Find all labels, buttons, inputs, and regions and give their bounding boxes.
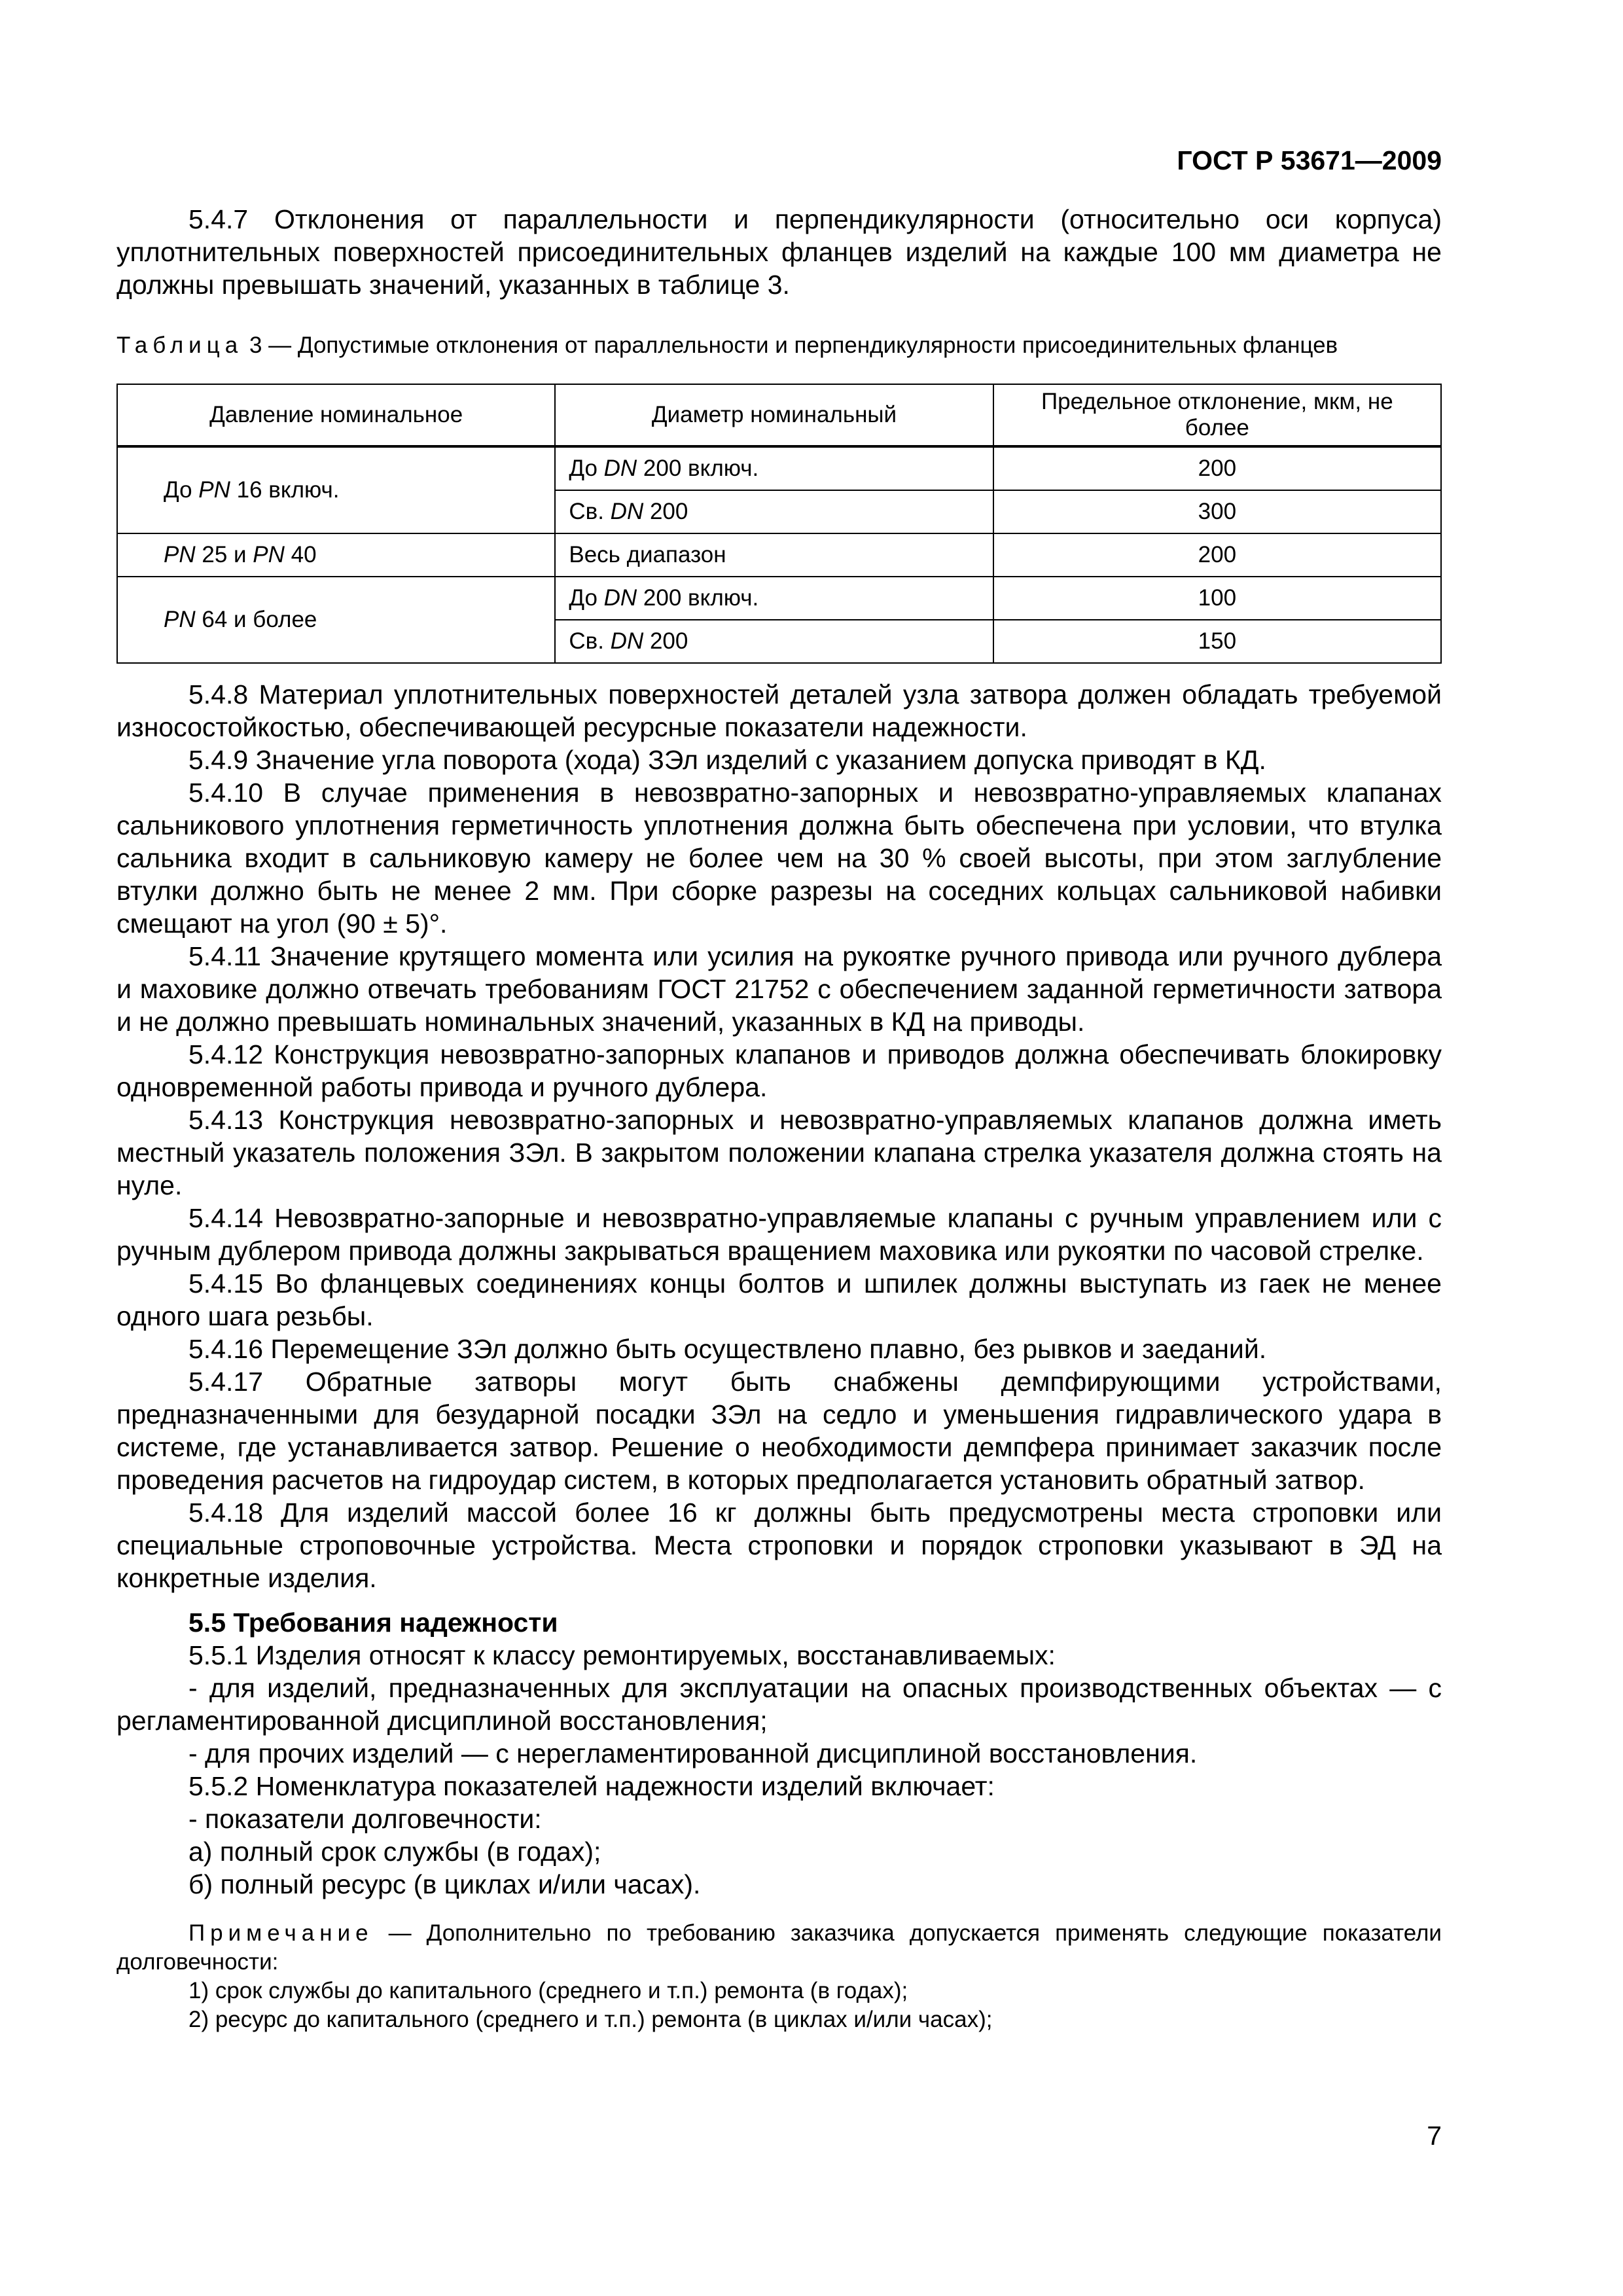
header-diameter: Диаметр номинальный xyxy=(555,384,993,446)
cell-diameter: До DN 200 включ. xyxy=(555,577,993,620)
page-number: 7 xyxy=(1427,2121,1442,2151)
para-5-4-18: 5.4.18 Для изделий массой более 16 кг должны быть предусмотрены места строповки или специальные строповочные устройства. Места строповки и порядок строповки указывают в ЭД на конкретные изделия. xyxy=(116,1498,1442,1593)
note-item: 2) ресурс до капитального (среднего и т.п.) ремонта (в циклах и/или часах); xyxy=(188,2007,993,2032)
para-5-5-1: 5.5.1 Изделия относят к классу ремонтируемых, восстанавливаемых: xyxy=(188,1640,1056,1670)
document-page xyxy=(116,144,1442,2034)
para-5-4-11: 5.4.11 Значение крутящего момента или усилия на рукоятке ручного привода или ручного дублера и маховике должно отвечать требованиям ГОСТ 21752 с обеспечением заданной герметичности затвора и не должно превышать номинальных значений, указанных в КД на приводы. xyxy=(116,941,1442,1037)
para-5-4-16: 5.4.16 Перемещение ЗЭл должно быть осуществлено плавно, без рывков и заеданий. xyxy=(188,1334,1267,1364)
header-deviation: Предельное отклонение, мкм, не более xyxy=(993,384,1441,446)
para-5-4-17: 5.4.17 Обратные затворы могут быть снабжены демпфирующими устройствами, предназначенными для безударной посадки ЗЭл на седло и уменьшения гидравлического удара в системе, где устанавливается затвор. Решение о необходимости демпфера принимает заказчик после проведения расчетов на гидроудар систем, в которых предполагается установить обратный затвор. xyxy=(116,1367,1442,1495)
table-header-row xyxy=(117,384,1441,446)
list-item: б) полный ресурс (в циклах и/или часах). xyxy=(188,1869,701,1899)
cell-diameter: Св. DN 200 xyxy=(555,620,993,663)
list-item: - для изделий, предназначенных для эксплуатации на опасных производственных объектах — с регламентированной дисциплиной восстановления; xyxy=(116,1673,1442,1736)
cell-diameter: Св. DN 200 xyxy=(555,490,993,533)
cell-pressure-pn16: До PN 16 включ. xyxy=(117,446,555,533)
note-word: Примечание xyxy=(188,1920,374,1946)
para-5-4-8: 5.4.8 Материал уплотнительных поверхностей деталей узла затвора должен обладать требуемой износостойкостью, обеспечивающей ресурсные показатели надежности. xyxy=(116,679,1442,742)
cell-diameter: Весь диапазон xyxy=(555,533,993,577)
cell-value: 200 xyxy=(993,533,1441,577)
para-5-4-7: 5.4.7 Отклонения от параллельности и перпендикулярности (относительно оси корпуса) уплотнительных поверхностей присоединительных фланцев изделий на каждые 100 мм диаметра не должны превышать значений, указанных в таблице 3. xyxy=(116,204,1442,300)
table-row xyxy=(117,577,1441,620)
cell-value: 300 xyxy=(993,490,1441,533)
table-caption-text: 3 — Допустимые отклонения от параллельности и перпендикулярности присоединительных фланцев xyxy=(243,332,1338,358)
note xyxy=(116,1919,1442,1977)
table-caption xyxy=(116,331,1442,360)
deviation-table xyxy=(116,384,1442,664)
para-5-5-2: 5.5.2 Номенклатура показателей надежности изделий включает: xyxy=(188,1771,995,1801)
header-pressure: Давление номинальное xyxy=(117,384,555,446)
paragraphs-5-4 xyxy=(116,678,1442,1594)
cell-value: 200 xyxy=(993,446,1441,490)
cell-pressure-pn25-40: PN 25 и PN 40 xyxy=(117,533,555,577)
cell-value: 100 xyxy=(993,577,1441,620)
cell-pressure-pn64: PN 64 и более xyxy=(117,577,555,663)
table-row xyxy=(117,533,1441,577)
doc-code-header: ГОСТ Р 53671—2009 xyxy=(1177,145,1442,175)
para-5-4-13: 5.4.13 Конструкция невозвратно-запорных и невозвратно-управляемых клапанов должна иметь местный указатель положения ЗЭл. В закрытом положении клапана стрелка указателя должна стоять на нуле. xyxy=(116,1105,1442,1200)
para-5-4-12: 5.4.12 Конструкция невозвратно-запорных клапанов и приводов должна обеспечивать блокировку одновременной работы привода и ручного дублера. xyxy=(116,1039,1442,1102)
list-item: а) полный срок службы (в годах); xyxy=(188,1837,601,1867)
cell-diameter: До DN 200 включ. xyxy=(555,446,993,490)
table-row xyxy=(117,446,1441,490)
list-item: - показатели долговечности: xyxy=(188,1804,542,1834)
table-caption-word: Таблица xyxy=(116,332,243,358)
para-5-4-10: 5.4.10 В случае применения в невозвратно-запорных и невозвратно-управляемых клапанах сальникового уплотнения герметичность уплотнения должна быть обеспечена при условии, что втулка сальника входит в сальниковую камеру не более чем на 30 % своей высоты, при этом заглубление втулки должно быть не менее 2 мм. При сборке разрезы на соседних кольцах сальниковой набивки смещают на угол (90 ± 5)°. xyxy=(116,778,1442,939)
para-5-4-9: 5.4.9 Значение угла поворота (хода) ЗЭл изделий с указанием допуска приводят в КД. xyxy=(188,745,1266,775)
list-item: - для прочих изделий — с нерегламентированной дисциплиной восстановления. xyxy=(188,1738,1198,1768)
para-5-4-14: 5.4.14 Невозвратно-запорные и невозвратно-управляемые клапаны с ручным управлением или с ручным дублером привода должны закрываться вращением маховика или рукоятки по часовой стрелке. xyxy=(116,1203,1442,1266)
para-5-4-15: 5.4.15 Во фланцевых соединениях концы болтов и шпилек должны выступать из гаек не менее одного шага резьбы. xyxy=(116,1268,1442,1331)
cell-value: 150 xyxy=(993,620,1441,663)
section-title-5-5: 5.5 Требования надежности xyxy=(188,1607,558,1638)
note-text: — Дополнительно по требованию заказчика допускается применять следующие показатели долговечности: xyxy=(116,1920,1442,1975)
note-item: 1) срок службы до капитального (среднего и т.п.) ремонта (в годах); xyxy=(188,1978,908,2003)
